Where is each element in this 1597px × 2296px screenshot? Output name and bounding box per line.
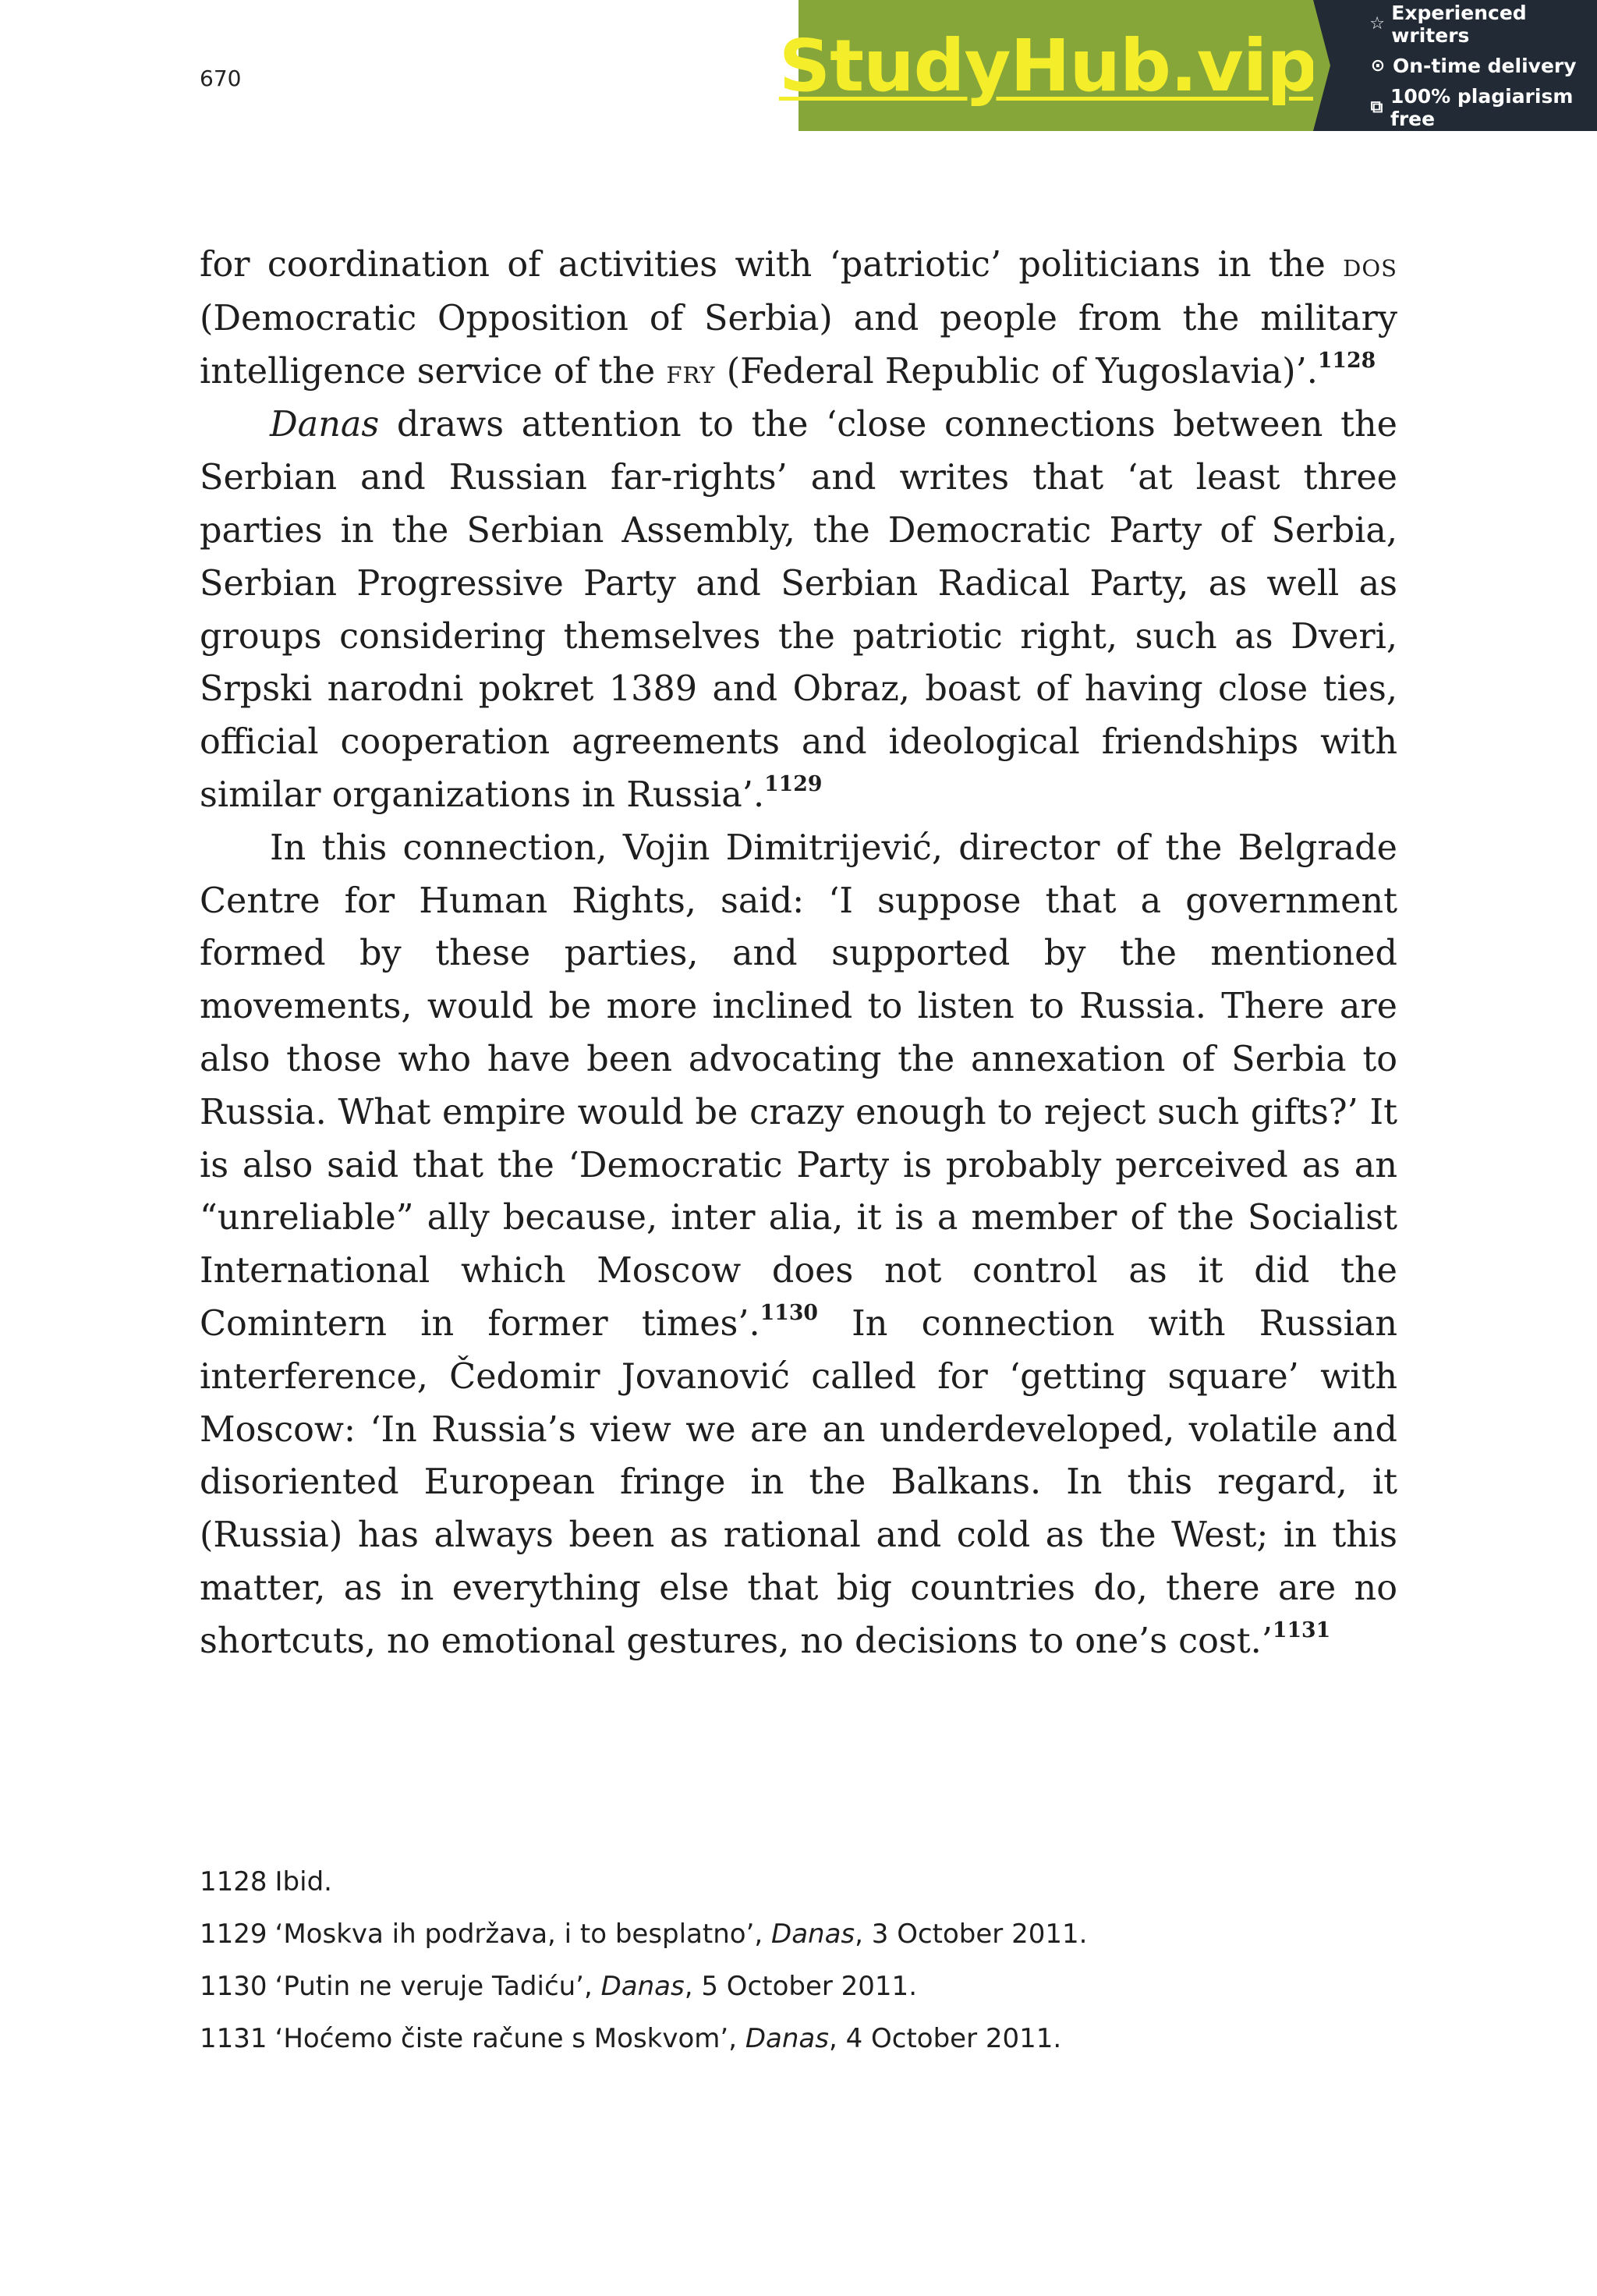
footnote-number: 1129 [200,1919,267,1950]
clock-icon: ⊙ [1370,55,1386,76]
brand-panel [778,0,1318,131]
text-run: In this connection, Vojin Dimitrijević, director of the Belgrade Centre for Human Rights, said: ‘I suppose that a government formed by these parties, and supported by the mentioned movements, would be more inclined to listen to Russia. There are also those who have been advocating the annexation of Serbia to Russia. What empire would be crazy enough to reject such gifts?’ It is also said that the ‘Democratic Party is probably perceived as an “unreliable” ally because, inter alia, it is a member of the Socialist International which Moscow does not control as it did the Comintern in former times’. [200,827,1397,1344]
footnote-1130 [200,1961,1397,2013]
text-run: In connection with Russian interference, Čedomir Jovanović called for ‘getting square’ with Moscow: ‘In Russia’s view we are an underdeveloped, volatile and disoriented European fringe in the Balkans. In this regard, it (Russia) has always been as rational and cold as the West; in this matter, as in everything else that big countries do, there are no shortcuts, no emotional gestures, no decisions to one’s cost.’ [200,1303,1397,1661]
feature-label: Experienced writers [1391,1,1527,47]
main-body-text [200,239,1397,1668]
footnote-text: ‘Hoćemo čiste račune s Moskvom’, [274,2023,745,2054]
footnote-1129 [200,1908,1397,1961]
feature-experienced-writers [1368,2,1597,47]
footnote-1131 [200,2013,1397,2065]
footnote-date: , 3 October 2011. [855,1919,1088,1950]
footnote-number: 1130 [200,1971,267,2002]
feature-plagiarism-free [1368,85,1597,130]
text-run: (Democratic Opposition of Serbia) and people from the military intelligence service of the [200,298,1397,392]
footnote-1128 [200,1856,1397,1908]
footnote-ref-1131[interactable]: 1131 [1272,1617,1331,1642]
footnote-number: 1128 [200,1866,267,1897]
footnote-publication: Danas [771,1919,855,1950]
footnotes [200,1856,1397,2065]
footnote-publication: Danas [600,1971,685,2002]
studyhub-banner[interactable] [778,0,1597,131]
feature-on-time-delivery [1368,55,1597,77]
text-run: draws attention to the ‘close connections between the Serbian and Russian far-rights’ and writes that ‘at least three parties in the Serbian Assembly, the Democratic Party of Serbia, Serbian Progressive Party and Serbian Radical Party, as well as groups considering themselves the patriotic right, such as Dveri, Srpski narodni pokret 1389 and Obraz, boast of having close ties, official cooperation agreements and ideological friendships with similar organizations in Russia’. [200,405,1397,815]
feature-list [1313,0,1597,131]
text-run: for coordination of activities with ‘patriotic’ politicians in the [200,245,1344,285]
footnote-publication: Danas [745,2023,829,2054]
acronym-dos: dos [1343,246,1397,284]
feature-label: 100% plagiarism free [1390,84,1574,130]
publication-name: Danas [270,405,380,445]
paragraph-1 [200,239,1397,399]
feature-label: On-time delivery [1393,54,1577,77]
footnote-date: , 5 October 2011. [684,1971,917,2002]
footnote-text: ‘Moskva ih podržava, i to besplatno’, [274,1919,772,1950]
paragraph-2 [200,399,1397,821]
footnote-ref-1128[interactable]: 1128 [1317,348,1376,373]
paragraph-3 [200,822,1397,1668]
brand-logo-text[interactable]: StudyHub.vip [778,23,1318,108]
footnote-text: ‘Putin ne veruje Tadiću’, [274,1971,601,2002]
footnote-ref-1129[interactable]: 1129 [764,771,823,796]
footnote-text: Ibid. [274,1866,332,1897]
page-number: 670 [200,66,242,91]
star-icon: ☆ [1369,14,1386,34]
footnote-number: 1131 [200,2023,267,2054]
footnote-date: , 4 October 2011. [828,2023,1062,2054]
acronym-fry: fry [666,353,716,391]
footnote-ref-1130[interactable]: 1130 [760,1300,818,1325]
copy-icon: ⧉ [1370,97,1383,117]
text-run: (Federal Republic of Yugoslavia)’. [715,351,1318,392]
